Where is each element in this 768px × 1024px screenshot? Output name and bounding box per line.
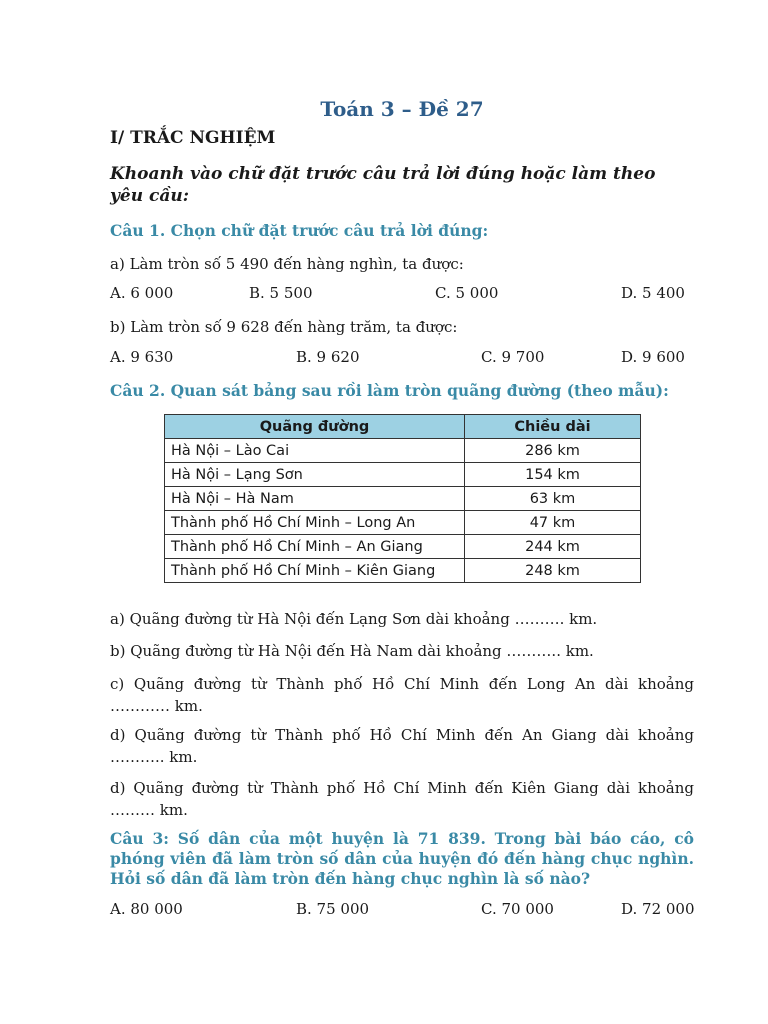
question-2d-text: d) Quãng đường từ Thành phố Hồ Chí Minh đến An Giang dài khoảng ……….. km. [110,726,694,766]
option-b[interactable]: B. 5 500 [249,284,313,302]
length-cell: 244 km [465,535,641,559]
route-cell: Thành phố Hồ Chí Minh – Long An [165,511,465,535]
option-b[interactable]: B. 9 620 [296,348,360,366]
table-row [165,511,641,535]
page-title: Toán 3 – Đề 27 [320,97,484,121]
route-cell: Hà Nội – Lạng Sơn [165,463,465,487]
length-cell: 286 km [465,439,641,463]
question-3-heading: Câu 3: Số dân của một huyện là 71 839. Trong bài báo cáo, cô phóng viên đã làm tròn số dân của huyện đó đến hàng chục nghìn. Hỏi số dân đã làm tròn đến hàng chục nghìn là số nào? [110,829,694,888]
question-1a-text: a) Làm tròn số 5 490 đến hàng nghìn, ta được: [110,255,464,273]
option-a[interactable]: A. 9 630 [110,348,174,366]
question-2e-text: d) Quãng đường từ Thành phố Hồ Chí Minh đến Kiên Giang dài khoảng ……… km. [110,779,694,819]
option-d[interactable]: D. 5 400 [621,284,685,302]
table-row [165,487,641,511]
option-d[interactable]: D. 72 000 [621,900,695,918]
route-cell: Thành phố Hồ Chí Minh – Kiên Giang [165,559,465,583]
route-cell: Hà Nội – Hà Nam [165,487,465,511]
option-d[interactable]: D. 9 600 [621,348,685,366]
table-header-row [165,415,641,439]
option-a[interactable]: A. 80 000 [110,900,183,918]
table-row [165,463,641,487]
question-1-heading: Câu 1. Chọn chữ đặt trước câu trả lời đúng: [110,221,489,240]
table-row [165,439,641,463]
question-2a-text: a) Quãng đường từ Hà Nội đến Lạng Sơn dài khoảng ………. km. [110,610,598,628]
route-cell: Thành phố Hồ Chí Minh – An Giang [165,535,465,559]
option-b[interactable]: B. 75 000 [296,900,370,918]
length-cell: 248 km [465,559,641,583]
instruction-text: Khoanh vào chữ đặt trước câu trả lời đúng hoặc làm theo yêu cầu: [110,164,656,206]
question-3-options [110,900,694,922]
question-1b-options [110,348,694,370]
length-cell: 63 km [465,487,641,511]
question-2b-text: b) Quãng đường từ Hà Nội đến Hà Nam dài khoảng ……….. km. [110,642,594,660]
distance-table [164,414,641,583]
column-header-route: Quãng đường [165,415,465,439]
question-1a-options [110,284,694,306]
question-1b-text: b) Làm tròn số 9 628 đến hàng trăm, ta được: [110,318,458,336]
option-c[interactable]: C. 9 700 [481,348,545,366]
column-header-length: Chiều dài [465,415,641,439]
route-cell: Hà Nội – Lào Cai [165,439,465,463]
table-row [165,535,641,559]
option-a[interactable]: A. 6 000 [110,284,174,302]
option-c[interactable]: C. 5 000 [435,284,499,302]
section-heading: I/ TRẮC NGHIỆM [110,128,276,148]
question-2-heading: Câu 2. Quan sát bảng sau rồi làm tròn quãng đường (theo mẫu): [110,381,669,400]
length-cell: 47 km [465,511,641,535]
length-cell: 154 km [465,463,641,487]
option-c[interactable]: C. 70 000 [481,900,554,918]
question-2c-text: c) Quãng đường từ Thành phố Hồ Chí Minh đến Long An dài khoảng ………… km. [110,675,694,715]
table-row [165,559,641,583]
